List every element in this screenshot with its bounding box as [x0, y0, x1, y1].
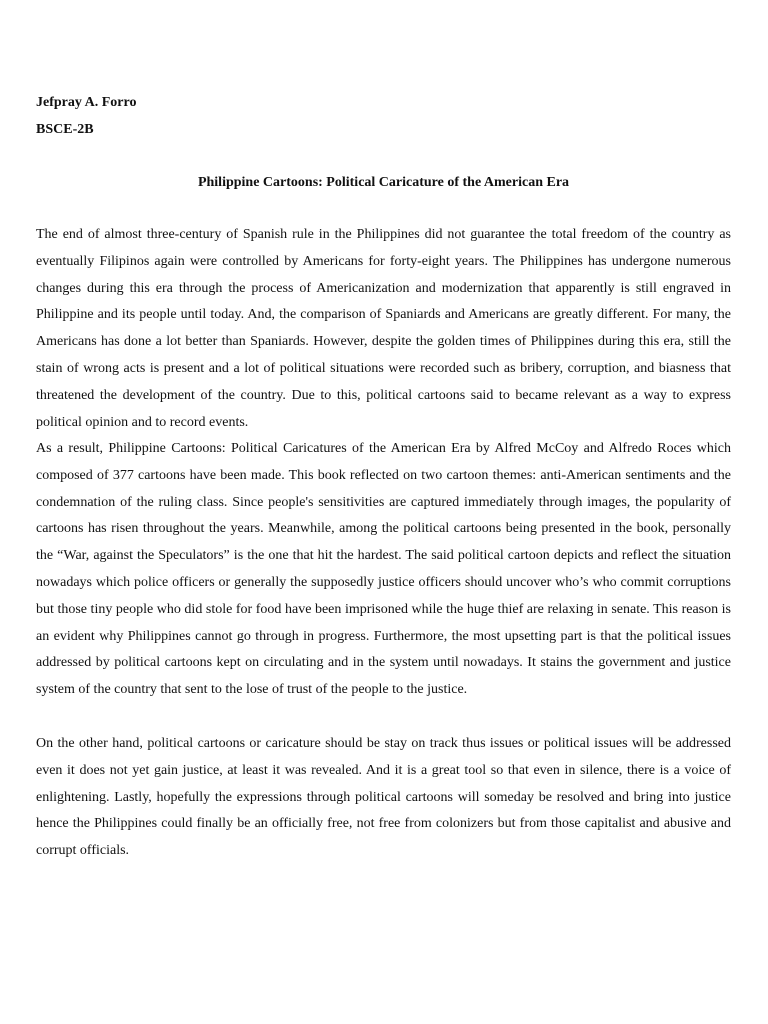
paragraph-2: As a result, Philippine Cartoons: Political Caricatures of the American Era by Alfred McCoy and Alfredo Roces which composed of 377 cartoons have been made. This book reflected on two cartoon themes: anti-American sentiments and the condemnation of the ruling class. Since people's sensitivities are captured immediately through images, the popularity of cartoons has risen throughout the years. Meanwhile, among the political cartoons being presented in the book, personally the “War, against the Speculators” is the one that hit the hardest. The said political cartoon depicts and reflect the situation nowadays which police officers or generally the supposedly justice officers should uncover who’s who commit corruptions but those tiny people who did stole for food have been imprisoned while the huge thief are relaxing in senate. This reason is an evident why Philippines cannot go through in progress. Furthermore, the most upsetting part is that the political issues addressed by political cartoons kept on circulating and in the system until nowadays. It stains the government and justice system of the country that sent to the lose of trust of the people to the justice. — [36, 441, 731, 698]
author-name: Jefpray A. Forro — [36, 95, 137, 110]
class-section: BSCE-2B — [36, 122, 94, 137]
document-title: Philippine Cartoons: Political Caricature of the American Era — [197, 175, 570, 190]
paragraph-1: The end of almost three-century of Spanish rule in the Philippines did not guarantee the total freedom of the country as eventually Filipinos again were controlled by Americans for forty-eight years. The Philippines has undergone numerous changes during this era through the process of Americanization and modernization that apparently is still engraved in Philippine and its people until today. And, the comparison of Spaniards and Americans are greatly different. For many, the Americans has done a lot better than Spaniards. However, despite the golden times of Philippines during this era, still the stain of wrong acts is present and a lot of political situations were recorded such as bribery, corruption, and biasness that threatened the development of the country. Due to this, political cartoons said to became relevant as a way to express political opinion and to record events. — [36, 227, 731, 430]
paragraph-3: On the other hand, political cartoons or caricature should be stay on track thus issues or political issues will be addressed even it does not yet gain justice, at least it was revealed. And it is a great tool so that even in silence, there is a voice of enlightening. Lastly, hopefully the expressions through political cartoons will someday be resolved and bring into justice hence the Philippines could finally be an officially free, not free from colonizers but from those capitalist and abusive and corrupt officials. — [36, 736, 731, 859]
